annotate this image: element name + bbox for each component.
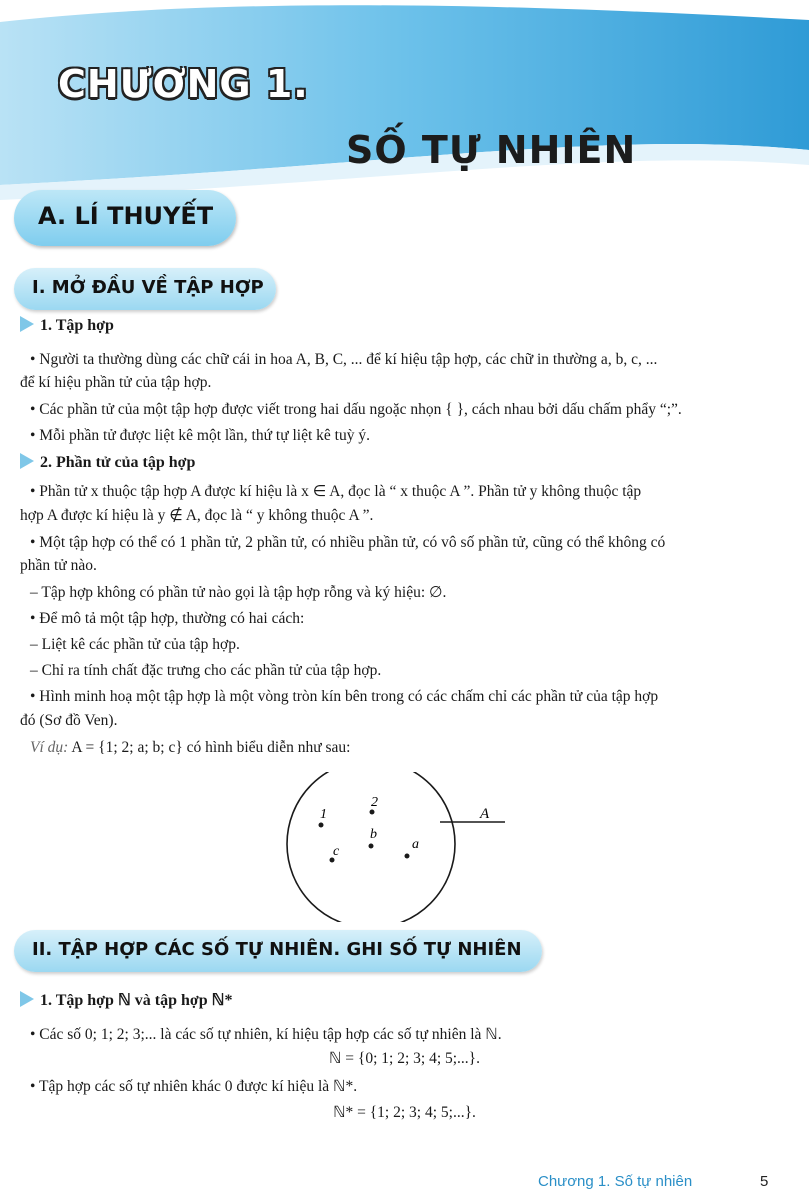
venn-element-1: 1 — [320, 807, 327, 822]
footer-chapter: Chương 1. Số tự nhiên — [538, 1173, 693, 1190]
formula: ℕ* = {1; 2; 3; 4; 5;...}. — [333, 1104, 476, 1121]
text-line: – Tập hợp không có phần tử nào gọi là tập hợp rỗng và ký hiệu: ∅. — [30, 584, 447, 601]
part2-heading — [14, 930, 542, 972]
page-number: 5 — [760, 1173, 769, 1190]
text-line: • Các số 0; 1; 2; 3;... là các số tự nhiên, kí hiệu tập hợp các số tự nhiên là ℕ. — [30, 1026, 502, 1043]
formula: ℕ = {0; 1; 2; 3; 4; 5;...}. — [329, 1050, 480, 1067]
text-line: để kí hiệu phần tử của tập hợp. — [20, 374, 212, 391]
section-a-heading — [14, 190, 236, 246]
example-line — [30, 737, 790, 758]
venn-diagram — [280, 772, 510, 922]
text-line: đó (Sơ đồ Ven). — [20, 712, 118, 729]
text-line: phần tử nào. — [20, 557, 97, 574]
chapter-label: CHƯƠNG 1. — [58, 62, 309, 106]
venn-element-b: b — [370, 827, 377, 842]
triangle-bullet-icon — [20, 316, 34, 332]
venn-element-a: a — [412, 837, 419, 852]
text-line: – Liệt kê các phần tử của tập hợp. — [30, 636, 240, 653]
chapter-title: SỐ TỰ NHIÊN — [346, 128, 637, 172]
text-line: hợp A được kí hiệu là y ∉ A, đọc là “ y không thuộc A ”. — [20, 507, 374, 524]
venn-set-label: A — [480, 806, 490, 822]
text-line: • Mỗi phần tử được liệt kê một lần, thứ tự liệt kê tuỳ ý. — [30, 427, 370, 444]
triangle-bullet-icon — [20, 453, 34, 469]
venn-point-a — [405, 854, 410, 859]
triangle-bullet-icon — [20, 991, 34, 1007]
text-line: • Phần tử x thuộc tập hợp A được kí hiệu là x ∈ A, đọc là “ x thuộc A ”. Phần tử y không thuộc tập — [30, 483, 642, 500]
subsection-heading: 2. Phần tử của tập hợp — [20, 453, 195, 472]
venn-element-2: 2 — [371, 795, 378, 810]
part2-title: II. TẬP HỢP CÁC SỐ TỰ NHIÊN. GHI SỐ TỰ NHIÊN — [32, 939, 522, 960]
venn-point-1 — [319, 823, 324, 828]
section-a-title: A. LÍ THUYẾT — [38, 202, 214, 230]
text-line: – Chỉ ra tính chất đặc trưng cho các phần tử của tập hợp. — [30, 662, 382, 679]
example-text: A = {1; 2; a; b; c} có hình biểu diễn như sau: — [68, 739, 351, 756]
venn-point-b — [369, 844, 374, 849]
text-line: • Hình minh hoạ một tập hợp là một vòng tròn kín bên trong có các chấm chỉ các phần tử của tập hợp — [30, 688, 659, 705]
example-label: Ví dụ: — [30, 739, 69, 756]
venn-point-2 — [370, 810, 375, 815]
part1-title: I. MỞ ĐẦU VỀ TẬP HỢP — [32, 277, 264, 298]
subsection-heading: 1. Tập hợp — [20, 316, 114, 335]
text-line: • Các phần tử của một tập hợp được viết trong hai dấu ngoặc nhọn { }, cách nhau bởi dấu chấm phẩy “;”. — [30, 401, 682, 418]
subsection-heading: 1. Tập hợp ℕ và tập hợp ℕ* — [20, 990, 232, 1010]
text-line: • Người ta thường dùng các chữ cái in hoa A, B, C, ... để kí hiệu tập hợp, các chữ in thường a, b, c, ... — [30, 351, 658, 368]
venn-element-c: c — [333, 844, 340, 859]
part1-heading — [14, 268, 276, 310]
text-line: • Một tập hợp có thể có 1 phần tử, 2 phần tử, có nhiều phần tử, có vô số phần tử, cũng có thể không có — [30, 534, 666, 551]
text-line: • Tập hợp các số tự nhiên khác 0 được kí hiệu là ℕ*. — [30, 1078, 358, 1095]
text-line: • Để mô tả một tập hợp, thường có hai cách: — [30, 610, 305, 627]
